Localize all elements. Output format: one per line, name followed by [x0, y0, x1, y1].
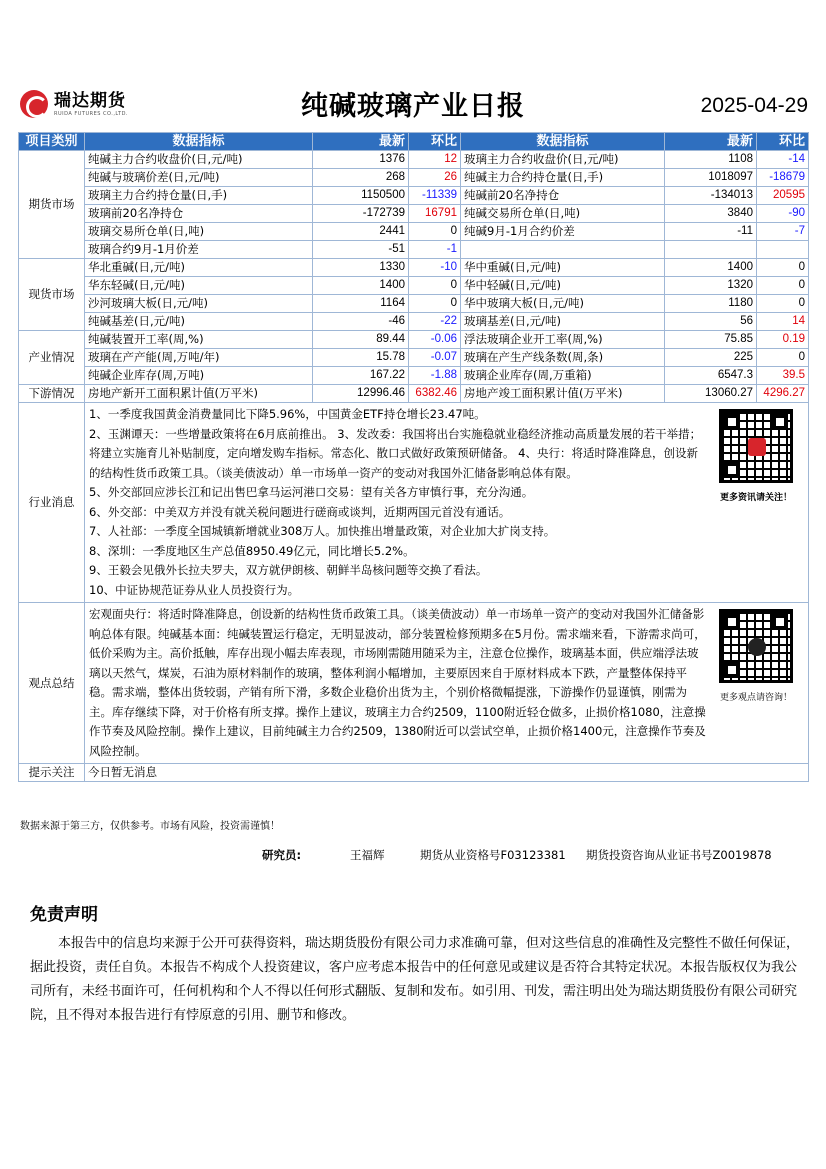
indicator-name: 房地产竣工面积累计值(万平米): [461, 385, 665, 403]
change-value: 0: [409, 223, 461, 241]
change-value: 39.5: [757, 367, 809, 385]
researcher-cert-consult: 期货投资咨询从业证书号Z0019878: [586, 848, 772, 862]
view-summary-cell: [85, 603, 809, 764]
change-value: -11339: [409, 187, 461, 205]
change-value: -14: [757, 151, 809, 169]
latest-value: 1150500: [313, 187, 409, 205]
logo-name: 瑞达期货: [54, 91, 126, 111]
latest-value: 1180: [665, 295, 757, 313]
latest-value: 1108: [665, 151, 757, 169]
indicator-name: 纯碱主力合约持仓量(日,手): [461, 169, 665, 187]
table-row: [19, 313, 809, 331]
table-row: [19, 277, 809, 295]
indicator-name: 沙河玻璃大板(日,元/吨): [85, 295, 313, 313]
view-summary-text: 宏观面央行：将适时降准降息，创设新的结构性货币政策工具。（谈美债波动）单一市场单一资产的变动对我国外汇储备影响总体有限。纯碱基本面：纯碱装置运行稳定，无明显波动，部分装置检修预期多在5月份。需求端来看，下游需求尚可，低价采购为主。高价抵触，库存出现小幅去库表现，市场刚需随用随采为主，注意仓位操作，玻璃基本面，供应端浮法玻璃以天然气，煤炭，石油为原材料制作的玻璃，整体利润小幅增加，主要原因来自于原材料成本下跌，产量整体保持平稳。需求端，整体出货较弱，产销有所下滑，多数企业稳价出货为主，个别价格微幅提涨，下游操作仍显谨慎，刚需为主。库存继续下降，对于价格有所支撑。操作上建议，玻璃主力合约2509，1100附近轻仓做多，止损价格1080，注意操作节奏及风险控制。操作上建议，目前纯碱主力合约2509，1380附近可以尝试空单，止损价格1400元，注意操作节奏及风险控制。: [89, 607, 706, 758]
disclaimer-title: 免责声明: [30, 905, 98, 925]
category-cell: 期货市场: [19, 151, 85, 259]
indicator-name: 纯碱与玻璃价差(日,元/吨): [85, 169, 313, 187]
news-item: 10、中证协规范证券从业人员投资行为。: [89, 582, 300, 597]
indicator-name: 玻璃前20名净持仓: [85, 205, 313, 223]
indicator-name: 浮法玻璃企业开工率(周,%): [461, 331, 665, 349]
industry-news-cell: [85, 403, 809, 603]
tips-text: 今日暂无消息: [85, 764, 809, 782]
change-value: -18679: [757, 169, 809, 187]
news-item: 1、一季度我国黄金消费量同比下降5.96%，中国黄金ETF持仓增长23.47吨。: [89, 407, 486, 421]
indicator-name: 玻璃基差(日,元/吨): [461, 313, 665, 331]
change-value: -90: [757, 205, 809, 223]
qr-code-icon: [719, 609, 793, 683]
latest-value: -11: [665, 223, 757, 241]
latest-value: 167.22: [313, 367, 409, 385]
header-indicator: 数据指标: [85, 133, 313, 151]
news-item: 7、人社部：一季度全国城镇新增就业308万人。加快推出增量政策，对企业加大扩岗支持。: [89, 524, 556, 538]
indicator-name: 纯碱交易所仓单(日,吨): [461, 205, 665, 223]
latest-value: 2441: [313, 223, 409, 241]
change-value: -7: [757, 223, 809, 241]
indicator-name: 玻璃在产生产线条数(周,条): [461, 349, 665, 367]
latest-value: 56: [665, 313, 757, 331]
change-value: 0: [409, 277, 461, 295]
latest-value: 1018097: [665, 169, 757, 187]
latest-value: 1400: [665, 259, 757, 277]
latest-value: 1400: [313, 277, 409, 295]
change-value: 26: [409, 169, 461, 187]
change-value: 4296.27: [757, 385, 809, 403]
table-row: [19, 349, 809, 367]
tips-row: [19, 764, 809, 782]
change-value: [757, 241, 809, 259]
report-header: [18, 78, 808, 132]
latest-value: 1330: [313, 259, 409, 277]
change-value: 0: [757, 349, 809, 367]
indicator-name: 纯碱主力合约收盘价(日,元/吨): [85, 151, 313, 169]
indicator-name: 玻璃合约9月-1月价差: [85, 241, 313, 259]
qr-block: [708, 405, 804, 600]
researcher-label: 研究员:: [262, 848, 302, 862]
qr-block: [708, 605, 804, 761]
latest-value: [665, 241, 757, 259]
news-item: 2、玉渊谭天：一些增量政策将在6月底前推出。 3、发改委：我国将出台实施稳就业稳经济推动高质量发展的若干举措；将建立实施育儿补贴制度，定向增发购车指标。常态化、散口式做好政策预研储备。 4、央行：将适时降准降息，创设新的结构性货币政策工具。（谈美债波动）单一市场单一资产的变动对我国外汇储备影响总体有限。: [89, 426, 702, 480]
table-row: [19, 223, 809, 241]
report-title: 纯碱玻璃产业日报: [301, 91, 525, 122]
indicator-name: 玻璃企业库存(周,万重箱): [461, 367, 665, 385]
indicator-name: 华东轻碱(日,元/吨): [85, 277, 313, 295]
change-value: -22: [409, 313, 461, 331]
header-change-right: 环比: [757, 133, 809, 151]
latest-value: 89.44: [313, 331, 409, 349]
change-value: -1: [409, 241, 461, 259]
table-row: [19, 295, 809, 313]
researcher-cert-futures: 期货从业资格号F03123381: [420, 848, 566, 862]
indicator-name: 华中玻璃大板(日,元/吨): [461, 295, 665, 313]
header-latest: 最新: [313, 133, 409, 151]
logo-english: RUIDA FUTURES CO.,LTD.: [54, 111, 129, 117]
latest-value: 225: [665, 349, 757, 367]
indicator-name: 纯碱装置开工率(周,%): [85, 331, 313, 349]
latest-value: -51: [313, 241, 409, 259]
news-item: 9、王毅会见俄外长拉夫罗夫，双方就伊朗核、朝鲜半岛核问题等交换了看法。: [89, 563, 488, 577]
latest-value: -46: [313, 313, 409, 331]
indicator-name: 房地产新开工面积累计值(万平米): [85, 385, 313, 403]
news-list: [89, 405, 708, 600]
change-value: -10: [409, 259, 461, 277]
indicator-name: 华中重碱(日,元/吨): [461, 259, 665, 277]
indicator-name: [461, 241, 665, 259]
indicator-name: 纯碱企业库存(周,万吨): [85, 367, 313, 385]
header-change: 环比: [409, 133, 461, 151]
news-item: 8、深圳：一季度地区生产总值8950.49亿元，同比增长5.2%。: [89, 543, 415, 558]
indicator-name: 玻璃在产产能(周,万吨/年): [85, 349, 313, 367]
report-date: 2025-04-29: [700, 94, 808, 117]
indicator-name: 玻璃主力合约收盘价(日,元/吨): [461, 151, 665, 169]
indicator-name: 纯碱9月-1月合约价差: [461, 223, 665, 241]
table-row: [19, 151, 809, 169]
change-value: 6382.46: [409, 385, 461, 403]
data-table: [18, 132, 809, 782]
header-latest-right: 最新: [665, 133, 757, 151]
change-value: -0.07: [409, 349, 461, 367]
change-value: -0.06: [409, 331, 461, 349]
researcher-info: [262, 847, 772, 863]
change-value: 16791: [409, 205, 461, 223]
latest-value: 3840: [665, 205, 757, 223]
table-header-row: [19, 133, 809, 151]
change-value: -1.88: [409, 367, 461, 385]
latest-value: 15.78: [313, 349, 409, 367]
indicator-name: 华北重碱(日,元/吨): [85, 259, 313, 277]
news-item: 6、外交部：中美双方并没有就关税问题进行磋商或谈判，近期两国元首没有通话。: [89, 504, 511, 519]
disclaimer-body: 本报告中的信息均来源于公开可获得资料，瑞达期货股份有限公司力求准确可靠，但对这些信息的准确性及完整性不做任何保证，据此投资，责任自负。本报告不构成个人投资建议，客户应考虑本报告中的任何意见或建议是否符合其特定状况。本报告版权仅为我公司所有，未经书面许可，任何机构和个人不得以任何形式翻版、复制和发布。如引用、刊发，需注明出处为瑞达期货股份有限公司研究院，且不得对本报告进行有悖原意的引用、删节和修改。: [30, 936, 800, 1023]
latest-value: 1320: [665, 277, 757, 295]
latest-value: -172739: [313, 205, 409, 223]
category-cell: 观点总结: [19, 603, 85, 764]
category-cell: 产业情况: [19, 331, 85, 385]
category-cell: 提示关注: [19, 764, 85, 782]
qr-code-icon: [719, 409, 793, 483]
table-row: [19, 205, 809, 223]
qr-caption: 更多资讯请关注！: [719, 493, 792, 503]
table-row: [19, 385, 809, 403]
change-value: 14: [757, 313, 809, 331]
indicator-name: 华中轻碱(日,元/吨): [461, 277, 665, 295]
latest-value: 12996.46: [313, 385, 409, 403]
change-value: 0: [757, 295, 809, 313]
view-summary-row: [19, 603, 809, 764]
indicator-name: 玻璃交易所仓单(日,吨): [85, 223, 313, 241]
latest-value: 1376: [313, 151, 409, 169]
latest-value: 1164: [313, 295, 409, 313]
category-cell: 行业消息: [19, 403, 85, 603]
indicator-name: 纯碱前20名净持仓: [461, 187, 665, 205]
table-row: [19, 187, 809, 205]
header-indicator-right: 数据指标: [461, 133, 665, 151]
table-row: [19, 367, 809, 385]
latest-value: 6547.3: [665, 367, 757, 385]
change-value: 20595: [757, 187, 809, 205]
data-source-note: 数据来源于第三方，仅供参考。市场有风险，投资需谨慎！: [20, 821, 280, 832]
indicator-name: 玻璃主力合约持仓量(日,手): [85, 187, 313, 205]
latest-value: 13060.27: [665, 385, 757, 403]
latest-value: 75.85: [665, 331, 757, 349]
change-value: 0: [757, 277, 809, 295]
table-row: [19, 331, 809, 349]
latest-value: 268: [313, 169, 409, 187]
change-value: 0.19: [757, 331, 809, 349]
table-row: [19, 169, 809, 187]
qr-caption: 更多观点请咨询！: [719, 693, 792, 703]
header-category: 项目类别: [19, 133, 85, 151]
table-row: [19, 241, 809, 259]
news-item: 5、外交部回应涉长江和记出售巴拿马运河港口交易：望有关各方审慎行事，充分沟通。: [89, 485, 534, 499]
industry-news-row: [19, 403, 809, 603]
researcher-name: 王福辉: [350, 848, 385, 862]
table-row: [19, 259, 809, 277]
change-value: 0: [757, 259, 809, 277]
change-value: 0: [409, 295, 461, 313]
indicator-name: 纯碱基差(日,元/吨): [85, 313, 313, 331]
change-value: 12: [409, 151, 461, 169]
latest-value: -134013: [665, 187, 757, 205]
category-cell: 下游情况: [19, 385, 85, 403]
category-cell: 现货市场: [19, 259, 85, 331]
